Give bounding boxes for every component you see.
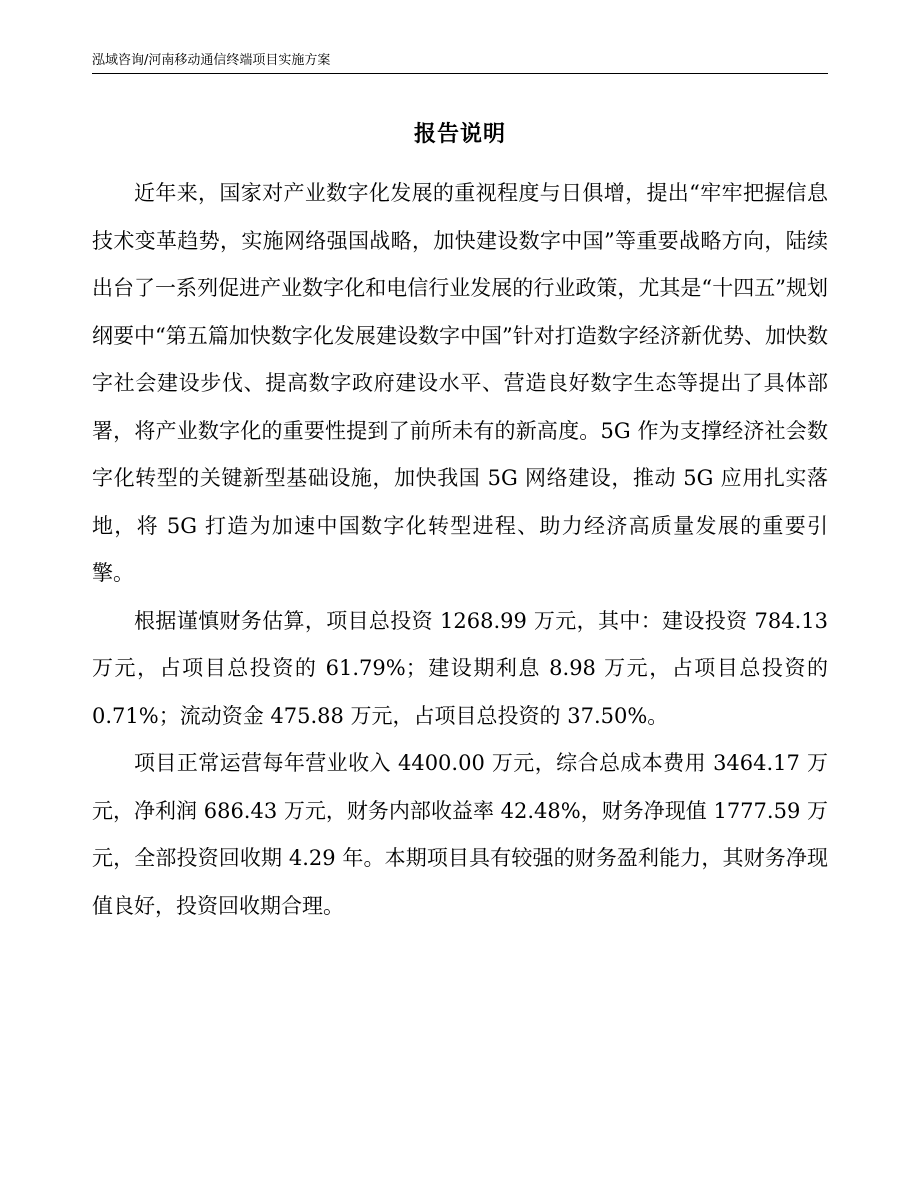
header-divider xyxy=(92,73,828,74)
report-body xyxy=(92,170,828,930)
paragraph-financials: 项目正常运营每年营业收入 4400.00 万元，综合总成本费用 3464.17 万元，净利润 686.43 万元，财务内部收益率 42.48%，财务净现值 1777.59 万元，全部投资回收期 4.29 年。本期项目具有较强的财务盈利能力，其财务净现值良好，投资回收期合理。 xyxy=(92,751,828,918)
running-header: 泓域咨询/河南移动通信终端项目实施方案 xyxy=(92,53,331,68)
page-title: 报告说明 xyxy=(413,122,506,147)
paragraph-background: 近年来，国家对产业数字化发展的重视程度与日俱增，提出“牢牢把握信息技术变革趋势，实施网络强国战略，加快建设数字中国”等重要战略方向，陆续出台了一系列促进产业数字化和电信行业发展的行业政策，尤其是“十四五”规划纲要中“第五篇加快数字化发展建设数字中国”针对打造数字经济新优势、加快数字社会建设步伐、提高数字政府建设水平、营造良好数字生态等提出了具体部署，将产业数字化的重要性提到了前所未有的新高度。5G 作为支撑经济社会数字化转型的关键新型基础设施，加快我国 5G 网络建设，推动 5G 应用扎实落地，将 5G 打造为加速中国数字化转型进程、助力经济高质量发展的重要引擎。 xyxy=(92,181,828,585)
paragraph-investment: 根据谨慎财务估算，项目总投资 1268.99 万元，其中：建设投资 784.13 万元，占项目总投资的 61.79%；建设期利息 8.98 万元，占项目总投资的 0.71%；流动资金 475.88 万元，占项目总投资的 37.50%。 xyxy=(92,608,828,728)
